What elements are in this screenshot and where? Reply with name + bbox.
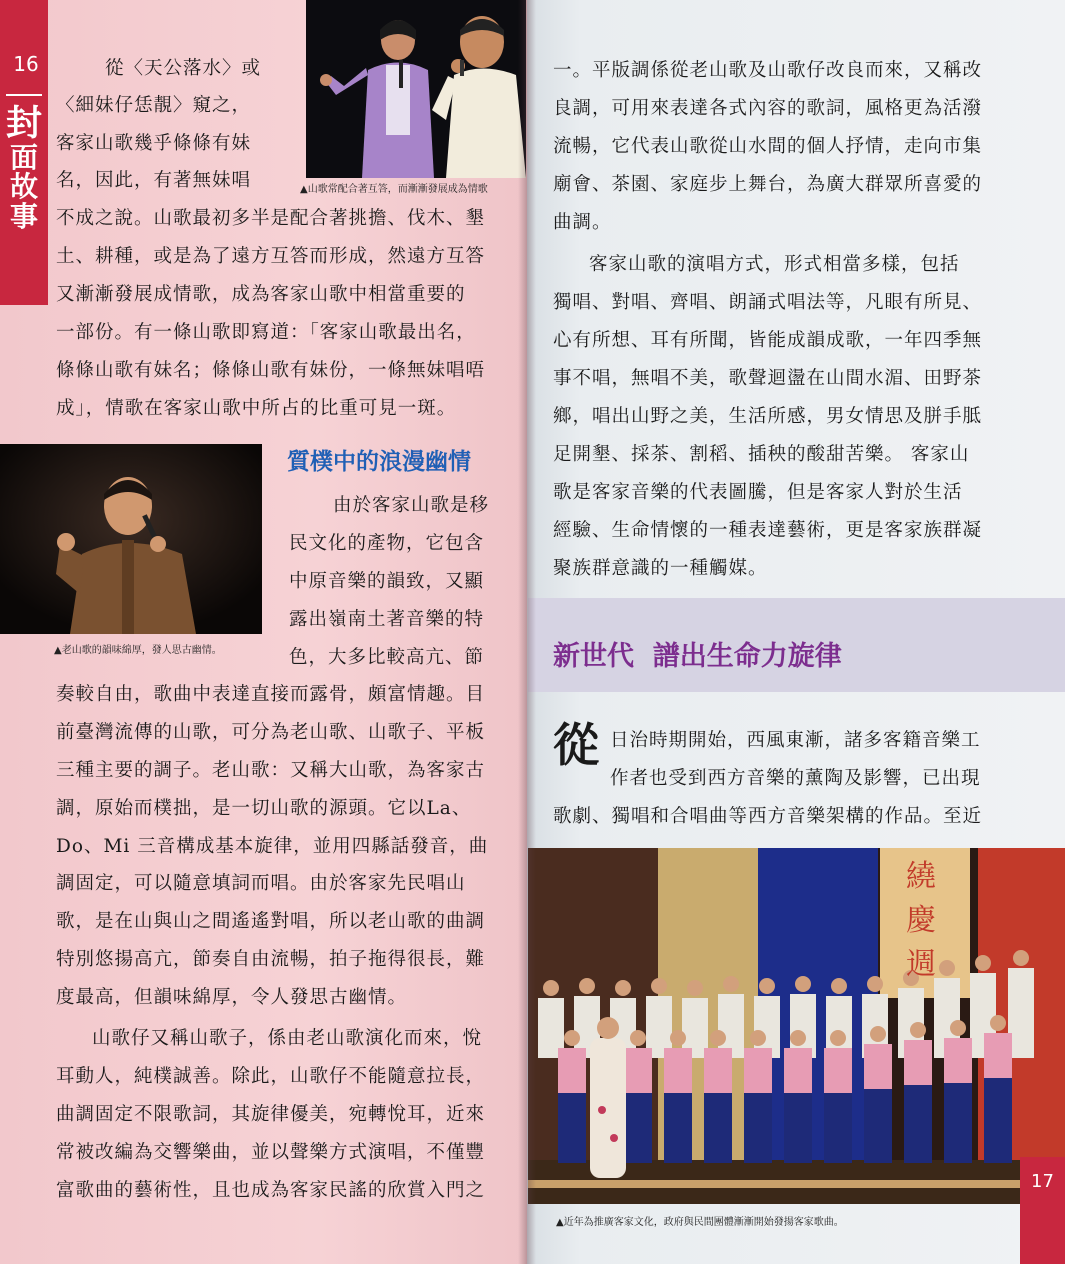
text-line: 奏較自由，歌曲中表達直接而露骨，頗富情趣。目 — [56, 684, 486, 705]
text-line: 客家山歌幾乎條條有妹 — [56, 133, 252, 154]
text-line: 曲調。 — [553, 212, 612, 233]
section-heading: 新世代 譜出生命力旋律 — [553, 641, 842, 672]
text-line: 事不唱，無唱不美，歌聲迴盪在山間水湄、田野茶 — [553, 368, 983, 389]
banner-char: 週 — [906, 947, 936, 982]
photo-caption: ▲近年為推廣客家文化，政府與民間團體漸漸開始發揚客家歌曲。 — [556, 1217, 844, 1228]
text-line: 不成之說。山歌最初多半是配合著挑擔、伐木、墾 — [56, 208, 486, 229]
text-line: 曲調固定不限歌詞，其旋律優美，宛轉悅耳，近來 — [56, 1104, 486, 1125]
text-line: 良調，可用來表達各式內容的歌詞，風格更為活潑 — [553, 98, 983, 119]
text-line: 富歌曲的藝術性，且也成為客家民謠的欣賞入門之 — [56, 1180, 486, 1201]
photo-caption: ▲老山歌的韻味綿厚，發人思古幽情。 — [54, 645, 222, 656]
photo-male-singer — [0, 444, 262, 634]
text-line: 作者也受到西方音樂的薰陶及影響，已出現 — [610, 768, 981, 789]
text-line: 廟會、茶園、家庭步上舞台，為廣大群眾所喜愛的 — [553, 174, 983, 195]
text-line: 流暢，它代表山歌從山水間的個人抒情，走向市集 — [553, 136, 983, 157]
text-line: 前臺灣流傳的山歌，可分為老山歌、山歌子、平板 — [56, 722, 486, 743]
text-line: 日治時期開始，西風東漸，諸多客籍音樂工 — [610, 730, 981, 751]
text-line: 調固定，可以隨意填詞而唱。由於客家先民唱山 — [56, 873, 466, 894]
text-line: 土、耕種，或是為了遠方互答而形成，然遠方互答 — [56, 246, 486, 267]
text-line: 又漸漸發展成情歌，成為客家山歌中相當重要的 — [56, 284, 466, 305]
section-label-char: 面 — [9, 140, 38, 174]
text-line: 度最高，但韻味綿厚，令人發思古幽情。 — [56, 987, 408, 1008]
text-line: 一。平版調係從老山歌及山歌仔改良而來，又稱改 — [553, 60, 983, 81]
text-line: 一部份。有一條山歌即寫道：「客家山歌最出名， — [56, 322, 476, 343]
section-heading: 質樸中的浪漫幽情 — [287, 449, 471, 475]
tab-divider — [6, 94, 42, 96]
text-line: 獨唱、對唱、齊唱、朗誦式唱法等，凡眼有所見、 — [553, 292, 983, 313]
text-line: 條條山歌有妹名；條條山歌有妹份，一條無妹唱唔 — [56, 360, 486, 381]
text-line: 成」，情歌在客家山歌中所占的比重可見一斑。 — [56, 398, 457, 419]
text-line: 名，因此，有著無妹唱 — [56, 170, 252, 191]
photo-duet-singers — [306, 0, 526, 178]
text-line: 中原音樂的韻致，又顯 — [289, 571, 485, 592]
photo-choir-performance — [528, 848, 1065, 1204]
text-line: 心有所想、耳有所聞，皆能成韻成歌，一年四季無 — [553, 330, 983, 351]
text-line: 客家山歌的演唱方式，形式相當多樣，包括 — [589, 254, 960, 275]
text-line: Do、Mi 三音構成基本旋律，並用四縣話發音，曲 — [56, 836, 489, 857]
banner-char: 慶 — [906, 903, 936, 938]
photo-caption: ▲山歌常配合著互答，而漸漸發展成為情歌 — [300, 184, 488, 195]
text-line: 〈細妹仔恁靚〉窺之， — [56, 95, 252, 116]
text-line: 歌劇、獨唱和合唱曲等西方音樂架構的作品。至近 — [553, 806, 983, 827]
text-line: 三種主要的調子。老山歌：又稱大山歌，為客家古 — [56, 760, 486, 781]
page-number-left: 16 — [13, 52, 39, 76]
text-line: 由於客家山歌是移 — [333, 495, 490, 516]
text-line: 耳動人，純樸誠善。除此，山歌仔不能隨意拉長， — [56, 1066, 486, 1087]
text-line: 山歌仔又稱山歌子，係由老山歌演化而來，悅 — [92, 1028, 483, 1049]
section-label-char: 故 — [9, 170, 38, 204]
text-line: 民文化的產物，它包含 — [289, 533, 485, 554]
text-line: 調，原始而樸拙，是一切山歌的源頭。它以La、 — [56, 798, 472, 819]
left-page — [0, 0, 527, 1264]
text-line: 聚族群意識的一種觸媒。 — [553, 558, 768, 579]
text-line: 從〈天公落水〉或 — [105, 58, 262, 79]
banner-char: 繞 — [906, 859, 936, 894]
text-line: 露出嶺南土著音樂的特 — [289, 609, 485, 630]
book-spine — [518, 0, 536, 1264]
text-line: 歌是客家音樂的代表圖騰，但是客家人對於生活 — [553, 482, 963, 503]
text-line: 常被改編為交響樂曲，並以聲樂方式演唱，不僅豐 — [56, 1142, 486, 1163]
section-label — [0, 102, 48, 233]
section-label-char: 事 — [9, 199, 38, 233]
drop-cap: 從 — [553, 718, 599, 772]
page-number-right: 17 — [1031, 1171, 1054, 1192]
text-line: 特別悠揚高亢，節奏自由流暢，拍子拖得很長，難 — [56, 949, 486, 970]
section-label-char: 封 — [5, 102, 42, 144]
text-line: 歌，是在山與山之間遙遙對唱，所以老山歌的曲調 — [56, 911, 486, 932]
text-line: 足開墾、採茶、割稻、插秧的酸甜苦樂。 客家山 — [553, 444, 970, 465]
text-line: 鄉，唱出山野之美，生活所感，男女情思及胼手胝 — [553, 406, 983, 427]
text-line: 經驗、生命情懷的一種表達藝術，更是客家族群凝 — [553, 520, 983, 541]
text-line: 色，大多比較高亢、節 — [289, 647, 485, 668]
